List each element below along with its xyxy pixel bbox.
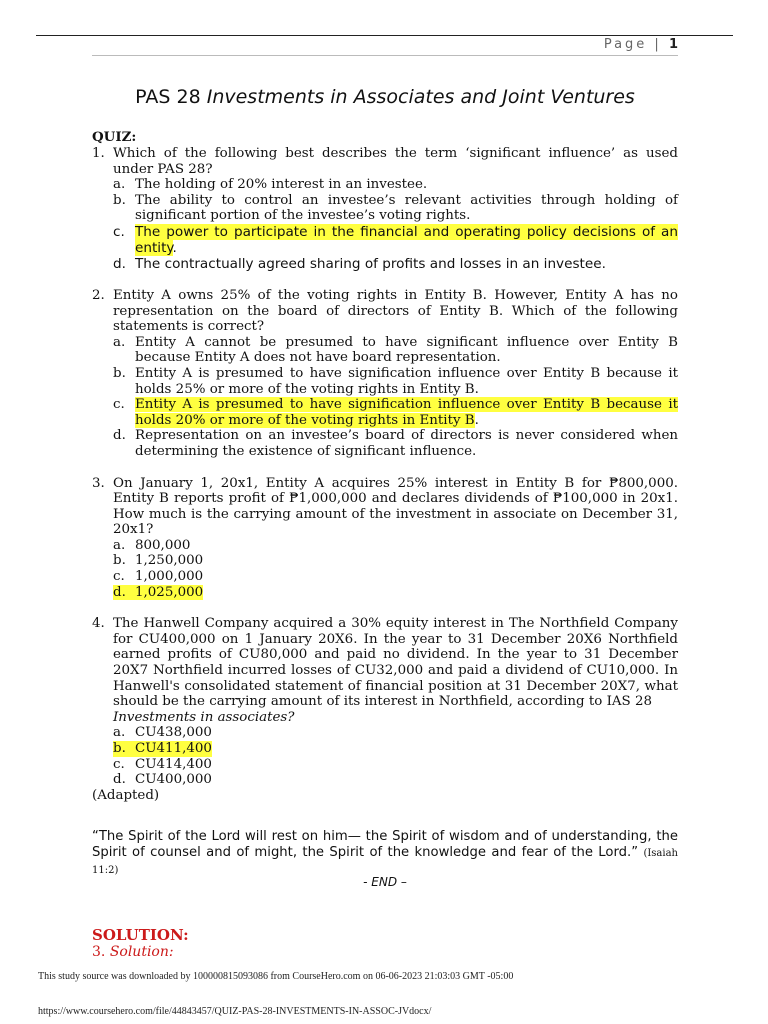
option: b. Entity A is presumed to have signification influence over Entity B because it holds 25% or more of the voting rights in Entity B. xyxy=(113,365,678,397)
top-rule xyxy=(36,35,733,36)
document-title: PAS 28 Investments in Associates and Joint Ventures xyxy=(135,86,635,108)
end-marker: - END – xyxy=(363,875,407,889)
answer-highlight: The power to participate in the financial and operating policy decisions of an entity xyxy=(135,223,678,256)
adapted-note: (Adapted) xyxy=(92,787,160,803)
answer-highlight: 1,025,000 xyxy=(135,584,204,600)
scripture-quote: “The Spirit of the Lord will rest on him— the Spirit of wisdom and of understanding, the Spirit of counsel and of might, the Spirit of the knowledge and fear of the Lord.” (Isaiah 11:2) xyxy=(92,829,678,876)
option: d. Representation on an investee’s board of directors is never considered when determining the existence of significant influence. xyxy=(113,428,678,459)
option: a. 800,000 xyxy=(113,537,191,553)
question-1: 1. Which of the following best describes the term ‘significant influence’ as used under PAS 28? xyxy=(92,146,678,177)
option-correct: d. 1,025,000 xyxy=(113,584,204,600)
question-4: 4. The Hanwell Company acquired a 30% equity interest in The Northfield Company for CU400,000 on 1 January 20X6. In the year to 31 December 20X6 Northfield earned profits of CU80,000 and paid no dividend. In the year to 31 December 20X7 Northfield incurred losses of CU32,000 and paid a dividend of CU10,000. In Hanwell's consolidated statement of financial position at 31 December 20X7, what should be the carrying amount of its interest in Northfield, according to IAS 28 Investments in associates? xyxy=(92,616,678,725)
answer-highlight: CU411,400 xyxy=(135,741,212,756)
quiz-label: QUIZ: xyxy=(92,129,137,145)
option: a. Entity A cannot be presumed to have significant influence over Entity B because Entity A does not have board representation. xyxy=(113,334,678,366)
option: a. CU438,000 xyxy=(113,725,212,741)
answer-highlight: Entity A is presumed to have signification influence over Entity B because it holds 20% or more of the voting rights in Entity B xyxy=(135,397,678,428)
question-text: On January 1, 20x1, Entity A acquires 25% interest in Entity B for ₱800,000. Entity B reports profit of ₱1,000,000 and declares dividends of ₱100,000 in 20x1. How much is the carrying amount of the investment in associate on December 31, 20x1? xyxy=(113,475,678,538)
quiz-content xyxy=(92,146,678,803)
option: c. CU414,400 xyxy=(113,756,212,772)
option-correct: c. The power to participate in the financial and operating policy decisions of an entity. xyxy=(113,223,678,256)
option: c. 1,000,000 xyxy=(113,569,204,585)
option-correct: b. CU411,400 xyxy=(113,741,212,756)
solution-subheading: 3. Solution: xyxy=(92,944,174,960)
solution-heading: SOLUTION: xyxy=(92,926,189,944)
option: b. 1,250,000 xyxy=(113,553,204,569)
download-source-line: This study source was downloaded by 100000815093086 from CourseHero.com on 06-06-2023 21:03:03 GMT -05:00 xyxy=(38,971,514,982)
question-text: The Hanwell Company acquired a 30% equity interest in The Northfield Company for CU400,000 on 1 January 20X6. In the year to 31 December 20X6 Northfield earned profits of CU80,000 and paid no dividend. In the year to 31 December 20X7 Northfield incurred losses of CU32,000 and paid a dividend of CU10,000. In Hanwell's consolidated statement of financial position at 31 December 20X7, what should be the carrying amount of its interest in Northfield, according to IAS 28 Investments in associates? xyxy=(113,616,678,725)
question-3: 3. On January 1, 20x1, Entity A acquires 25% interest in Entity B for ₱800,000. Entity B reports profit of ₱1,000,000 and declares dividends of ₱100,000 in 20x1. How much is the carrying amount of the investment in associate on December 31, 20x1? xyxy=(92,475,678,538)
option-correct: c. Entity A is presumed to have signification influence over Entity B because it holds 20% or more of the voting rights in Entity B. xyxy=(113,397,678,428)
option: a. The holding of 20% interest in an investee. xyxy=(113,177,428,193)
question-text: Entity A owns 25% of the voting rights in Entity B. However, Entity A has no representation on the board of directors of Entity B. Which of the following statements is correct? xyxy=(113,287,678,335)
header-rule xyxy=(92,55,678,56)
quote-citation: (Isaiah 11:2) xyxy=(92,848,678,876)
source-url-link[interactable]: https://www.coursehero.com/file/44843457/QUIZ-PAS-28-INVESTMENTS-IN-ASSOC-JVdocx/ xyxy=(38,1006,432,1017)
page-number: Page | 1 xyxy=(603,37,678,52)
question-text: Which of the following best describes the term ‘significant influence’ as used under PAS 28? xyxy=(113,146,678,177)
question-2: 2. Entity A owns 25% of the voting rights in Entity B. However, Entity A has no representation on the board of directors of Entity B. Which of the following statements is correct? xyxy=(92,287,678,335)
option: d. CU400,000 xyxy=(113,772,212,788)
option: b. The ability to control an investee’s relevant activities through holding of significant portion of the investee’s voting rights. xyxy=(113,192,678,224)
option: d. The contractually agreed sharing of profits and losses in an investee. xyxy=(113,255,606,272)
